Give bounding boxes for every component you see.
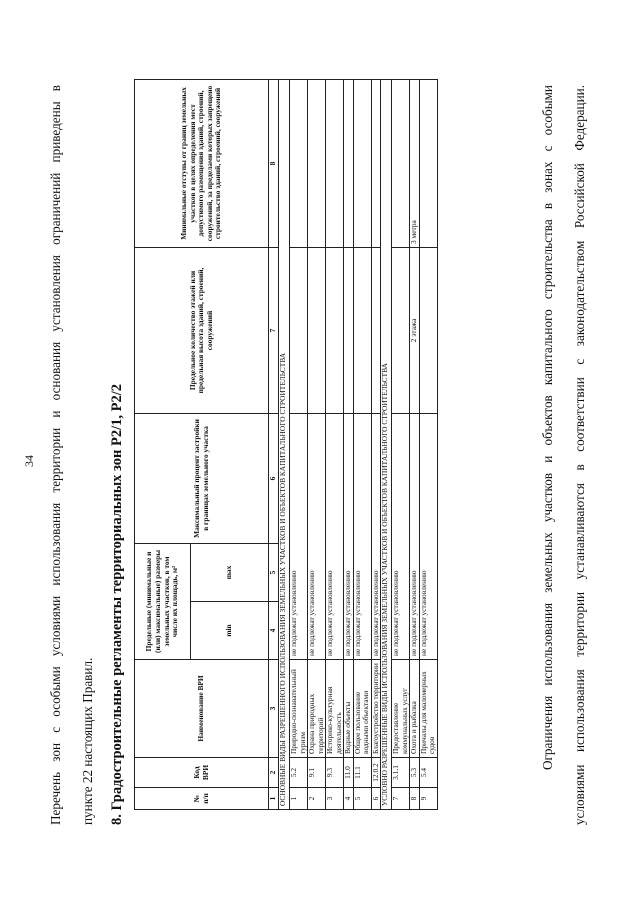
- row-num: 2: [308, 788, 326, 810]
- row-setback: [419, 79, 437, 247]
- row-note: не подлежат установлению: [308, 413, 326, 659]
- header-percent: Максимальный процент застройки в границах земельного участка: [135, 413, 269, 543]
- col-number: 8: [269, 79, 279, 247]
- header-min: min: [191, 602, 269, 660]
- row-note: не подлежат установлению: [353, 413, 371, 659]
- col-number: 7: [269, 247, 279, 413]
- section-conditional-title: УСЛОВНО РАЗРЕШЕННЫЕ ВИДЫ ИСПОЛЬЗОВАНИЯ ЗЕМЕЛЬНЫХ УЧАСТКОВ И ОБЪЕКТОВ КАПИТАЛЬНОГО СТРОИТЕЛЬСТВА: [381, 79, 392, 809]
- header-floors: Предельное количество этажей или предельная высота зданий, строений, сооружений: [135, 247, 269, 413]
- row-name: Причалы для маломерных судов: [419, 660, 437, 758]
- row-name: Благоустройство территории: [371, 660, 381, 758]
- row-num: 7: [392, 788, 410, 810]
- section-main-title: ОСНОВНЫЕ ВИДЫ РАЗРЕШЕННОГО ИСПОЛЬЗОВАНИЯ ЗЕМЕЛЬНЫХ УЧАСТКОВ И ОБЪЕКТОВ КАПИТАЛЬНОГО СТРОИТЕЛЬСТВА: [279, 79, 290, 809]
- row-name: Общее пользование водными объектами: [353, 660, 371, 758]
- row-name: Охрана природных территорий: [308, 660, 326, 758]
- row-note: не подлежат установлению: [419, 413, 437, 659]
- row-note: не подлежат установлению: [392, 413, 410, 659]
- row-code: 9.3: [326, 758, 344, 788]
- row-code: 5.4: [419, 758, 437, 788]
- table-row: [419, 79, 437, 809]
- row-setback: [308, 79, 326, 247]
- row-setback: [290, 79, 308, 247]
- regulations-table: [134, 79, 438, 810]
- col-number: 3: [269, 660, 279, 758]
- table-row: [290, 79, 308, 809]
- header-code: Код ВРИ: [135, 758, 269, 788]
- intro-line-1: Перечень зон с особыми условиями использования территории и основания установления ограничений приведены в: [48, 85, 63, 825]
- header-area-group: Предельные (минимальные и (или) максимальные) размеры земельных участков, в том числе их площадь, м²: [135, 543, 191, 659]
- row-num: 5: [353, 788, 371, 810]
- row-num: 6: [371, 788, 381, 810]
- row-setback: [326, 79, 344, 247]
- row-code: 11.0: [344, 758, 354, 788]
- table-row: [353, 79, 371, 809]
- row-floors: 2 этажа: [410, 247, 420, 413]
- row-name: Охота и рыбалка: [410, 660, 420, 758]
- header-num: № п/п: [135, 788, 269, 810]
- row-floors: [344, 247, 354, 413]
- row-note: не подлежат установлению: [326, 413, 344, 659]
- footer-line-1: Ограничения использования земельных участков и объектов капитального строительства в зонах с особыми: [540, 85, 555, 770]
- page-number: 34: [22, 455, 36, 467]
- header-max: max: [191, 543, 269, 601]
- col-number: 5: [269, 543, 279, 601]
- row-code: 12.0.2: [371, 758, 381, 788]
- row-note: не подлежат установлению: [371, 413, 381, 659]
- row-setback: [353, 79, 371, 247]
- column-number-row: [269, 79, 279, 809]
- row-name: Предоставление коммунальных услуг: [392, 660, 410, 758]
- row-setback: 3 метра: [410, 79, 420, 247]
- header-setback: Минимальные отступы от границ земельных участков в целях определения мест допустимого размещения зданий, строений, сооружений, за пределами которых запрещено строительство зданий, строений, сооружений: [135, 79, 269, 247]
- intro-paragraph: [40, 85, 104, 825]
- table-row: [308, 79, 326, 809]
- col-number: 1: [269, 788, 279, 810]
- intro-line-2: пункте 22 настоящих Правил.: [80, 657, 95, 825]
- row-name: Природно-познавательный туризм: [290, 660, 308, 758]
- row-name: Историко-культурная деятельность: [326, 660, 344, 758]
- row-note: не подлежат установлению: [410, 413, 420, 659]
- row-setback: [344, 79, 354, 247]
- row-setback: [371, 79, 381, 247]
- row-floors: [392, 247, 410, 413]
- row-code: 11.1: [353, 758, 371, 788]
- row-floors: [353, 247, 371, 413]
- row-code: 3.1.1: [392, 758, 410, 788]
- row-num: 8: [410, 788, 420, 810]
- table-row: [326, 79, 344, 809]
- row-num: 1: [290, 788, 308, 810]
- table-row: [344, 79, 354, 809]
- row-setback: [392, 79, 410, 247]
- row-code: 5.3: [410, 758, 420, 788]
- table-row: [410, 79, 420, 809]
- row-name: Водные объекты: [344, 660, 354, 758]
- row-note: не подлежат установлению: [290, 413, 308, 659]
- col-number: 6: [269, 413, 279, 543]
- row-note: не подлежат установлению: [344, 413, 354, 659]
- footer-line-2: условиями использования территории устанавливаются в соответствии с законодательством Российской Федерации.: [572, 85, 587, 825]
- footer-paragraph: [532, 85, 596, 825]
- row-num: 9: [419, 788, 437, 810]
- col-number: 2: [269, 758, 279, 788]
- row-floors: [419, 247, 437, 413]
- row-num: 3: [326, 788, 344, 810]
- col-number: 4: [269, 602, 279, 660]
- row-floors: [308, 247, 326, 413]
- section-heading: 8. Градостроительные регламенты территориальных зон Р2/1, Р2/2: [109, 383, 125, 825]
- row-floors: [290, 247, 308, 413]
- row-code: 9.1: [308, 758, 326, 788]
- row-code: 5.2: [290, 758, 308, 788]
- header-name: Наименование ВРИ: [135, 660, 269, 758]
- table-row: [392, 79, 410, 809]
- row-num: 4: [344, 788, 354, 810]
- row-floors: [326, 247, 344, 413]
